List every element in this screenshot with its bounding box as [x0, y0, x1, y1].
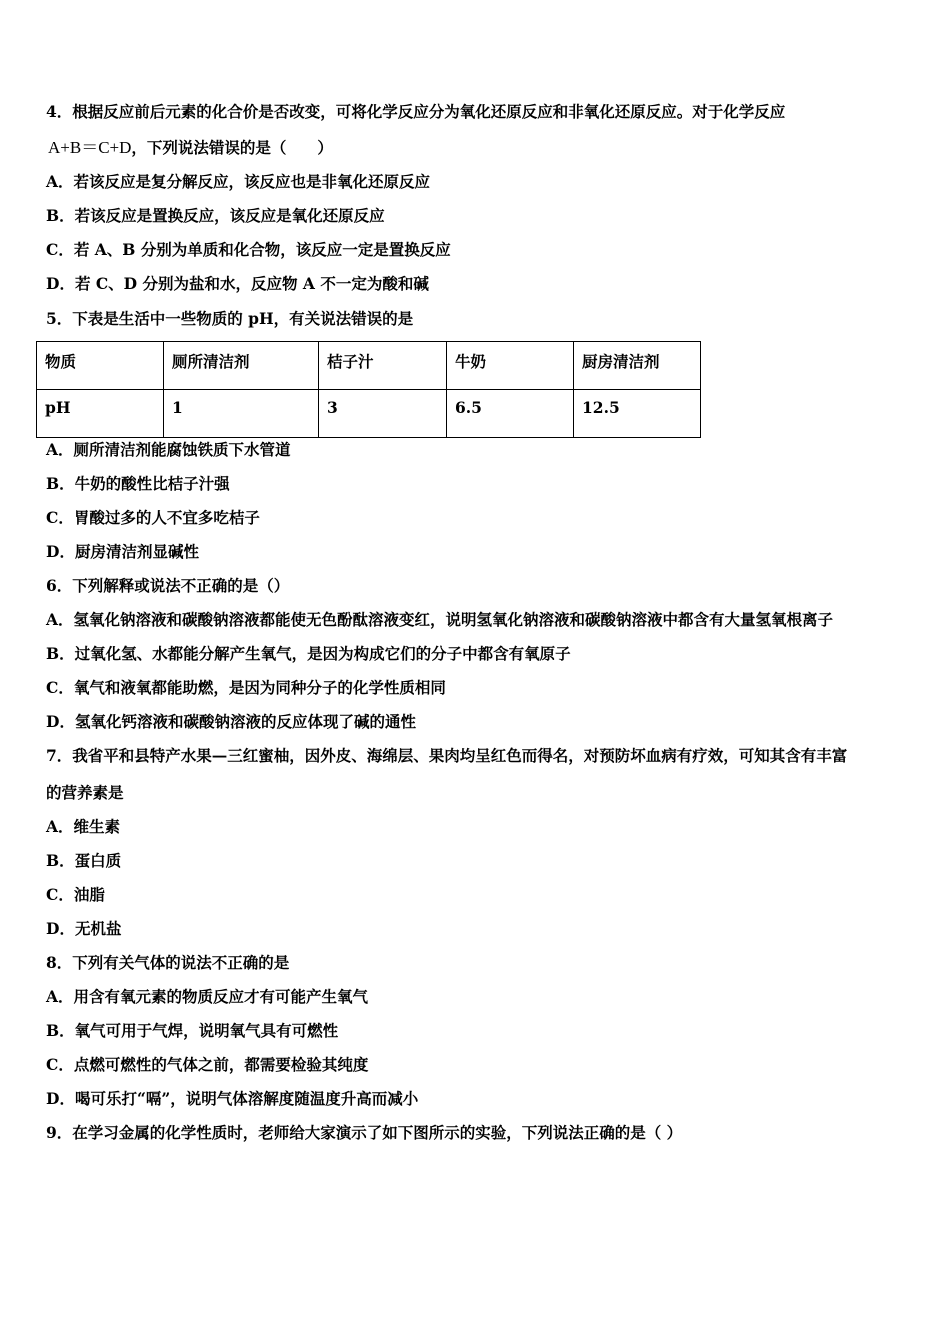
q5-stem: 5．下表是生活中一些物质的 pH，有关说法错误的是: [46, 309, 414, 328]
ph-table: [36, 341, 701, 438]
table-cell: 12.5: [574, 390, 701, 438]
q8-option-b: B．氧气可用于气焊，说明氧气具有可燃性: [46, 1021, 339, 1040]
q5-option-b: B．牛奶的酸性比桔子汁强: [46, 474, 230, 493]
q8-option-a: A．用含有氧元素的物质反应才有可能产生氧气: [46, 987, 369, 1006]
q9-stem: 9．在学习金属的化学性质时，老师给大家演示了如下图所示的实验，下列说法正确的是（ ）: [46, 1123, 683, 1142]
q7-option-b: B．蛋白质: [46, 851, 122, 870]
q4-option-b: B．若该反应是置换反应，该反应是氧化还原反应: [46, 206, 385, 225]
table-cell: 6.5: [447, 390, 574, 438]
q4-option-c: C．若 A、B 分别为单质和化合物，该反应一定是置换反应: [46, 240, 451, 259]
q7-option-c: C．油脂: [46, 885, 105, 904]
q4-option-a: A．若该反应是复分解反应，该反应也是非氧化还原反应: [46, 172, 431, 191]
q6-stem: 6．下列解释或说法不正确的是（）: [46, 576, 290, 595]
q4-stem: 4．根据反应前后元素的化合价是否改变，可将化学反应分为氧化还原反应和非氧化还原反应。对于化学反应: [46, 102, 786, 121]
q8-option-c: C．点燃可燃性的气体之前，都需要检验其纯度: [46, 1055, 369, 1074]
q7-stem-line2: 的营养素是: [46, 783, 124, 802]
q7-option-a: A．维生素: [46, 817, 121, 836]
table-cell: 3: [319, 390, 447, 438]
ph-table-value-row: [37, 390, 701, 438]
q7-option-d: D．无机盐: [46, 919, 122, 938]
q4-option-d: D．若 C、D 分别为盐和水，反应物 A 不一定为酸和碱: [46, 274, 429, 293]
q8-option-d: D．喝可乐打“嗝”，说明气体溶解度随温度升高而减小: [46, 1089, 419, 1108]
table-cell: 桔子汁: [319, 342, 447, 390]
q5-option-a: A．厕所清洁剂能腐蚀铁质下水管道: [46, 440, 291, 459]
q4-stem-rest: ，下列说法错误的是（ ）: [131, 138, 333, 157]
q8-stem: 8．下列有关气体的说法不正确的是: [46, 953, 290, 972]
q7-stem: 7．我省平和县特产水果—三红蜜柚，因外皮、海绵层、果肉均呈红色而得名，对预防坏血病有疗效，可知其含有丰富: [46, 746, 848, 765]
q5-option-c: C．胃酸过多的人不宜多吃桔子: [46, 508, 260, 527]
q6-option-d: D．氢氧化钙溶液和碳酸钠溶液的反应体现了碱的通性: [46, 712, 416, 731]
table-cell: 厕所清洁剂: [164, 342, 319, 390]
ph-table-header-row: [37, 342, 701, 390]
table-cell: pH: [37, 390, 164, 438]
table-cell: 1: [164, 390, 319, 438]
table-cell: 物质: [37, 342, 164, 390]
q6-option-b: B．过氧化氢、水都能分解产生氧气，是因为构成它们的分子中都含有氧原子: [46, 644, 571, 663]
table-cell: 牛奶: [447, 342, 574, 390]
q5-option-d: D．厨房清洁剂显碱性: [46, 542, 199, 561]
q4-equation: A+B＝C+D: [48, 138, 132, 157]
table-cell: 厨房清洁剂: [574, 342, 701, 390]
q4-stem-line2: [48, 138, 333, 158]
q6-option-a: A．氢氧化钠溶液和碳酸钠溶液都能使无色酚酞溶液变红，说明氢氧化钠溶液和碳酸钠溶液中都含有大量氢氧根离子: [46, 610, 834, 629]
q6-option-c: C．氧气和液氧都能助燃，是因为同种分子的化学性质相同: [46, 678, 446, 697]
